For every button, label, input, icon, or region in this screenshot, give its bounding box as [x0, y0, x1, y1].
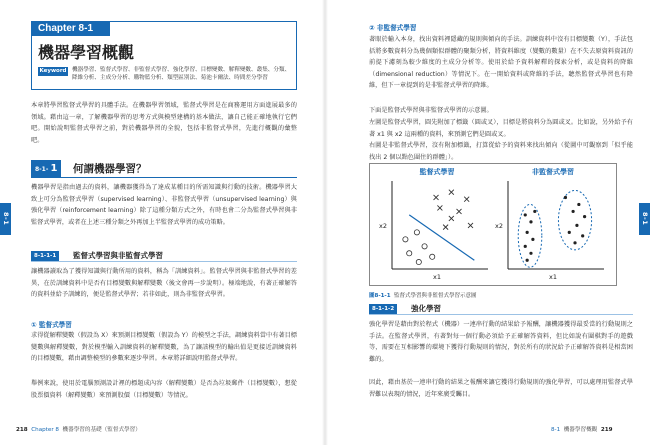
section-title: 何謂機器學習？ [73, 163, 147, 175]
figure-caption: 圖8-1-1 監督式學習與非監督式學習示意圖 [369, 293, 477, 299]
data-point [568, 231, 571, 234]
cluster-outline [558, 190, 591, 249]
data-point [572, 210, 575, 213]
panel-title: 非監督式學習 [532, 168, 574, 176]
data-point [531, 238, 534, 241]
subsection-number: 8-1-1-1 [31, 251, 59, 261]
data-point [526, 259, 529, 262]
point-body: 著眼於輸入本身，找出資料裡隱藏的規則與傾向的手法。訓練資料中沒有目標變數（Y），手法包括將多數資料分為幾個類似群體的聚類分析，將資料維度（變數的數量）在不失去原資料資訊的前提下濾刻為較少維度的主成分分析等。使用於給予資料解釋的探索分析，或是資料的降維（dimensional reduction）等情況下。在一開始資料或降維的手法，聽然監督式學習也有降維，但下一章提到的是非監督式學習的降維。 [369, 36, 633, 90]
keyword-list: 機器學習、監督式學習、非監督式學習、強化學習、目標變數、解釋變數、叢集、分類、降維分析、主成分分析、購物籃分析、類型區別法、菊池卡爾法、時間差分學習 [72, 67, 291, 82]
cross-point [464, 197, 469, 202]
chapter-side-tab-right: 8-1 [639, 203, 650, 235]
section-number: 8-1- 1 [31, 160, 61, 178]
subsection-heading [369, 303, 633, 315]
subsection-body: 強化學習是藉由對於程式（機器）一連串行動的結果給予報酬，讓機器獲得最妥當的行動規則之手法。在監督式學習，有著對每一個行動必須給予正確解答資料，但比如說有圍棋對手的遊戲等，需要在互相影響的環境下獲得行動規則的情況，對於所有的狀況給予正確解答資料是相當困難的。 [369, 321, 633, 363]
chapter-title: 機器學習概觀 [38, 43, 135, 62]
data-point [573, 241, 576, 244]
intro-paragraph: 本章將學習監督式學習的具體手法。在機器學習領域，監督式學習是在商務運用方面進展最多的領域。藉由這一章，了解機器學習的思考方式與模型建構的基本做法，讓自己能正確地執行它們吧。開始說明監督式學習之前，對於機器學習的全貌，包括非監督式學習，先進行概觀的彙整吧。 [31, 102, 297, 144]
cluster-outline [518, 204, 542, 267]
circle-point [422, 244, 427, 249]
y-axis-label: x2 [495, 222, 503, 230]
figure-intro: 下面是監督式學習與非監督式學習的示意圖。 [369, 107, 493, 114]
data-point [524, 245, 527, 248]
cross-point [443, 225, 448, 230]
point-body: 求得從解釋變數（假設為 X）來預測目標變數（假設為 Y）的模型之手法，調練資料當中有著目標變數與解釋變數，對於模型輸入訓練資料的解釋變數，為了讓該模型的輸出值是更接近訓練資料的目標變數，藉由調整模型的參數來逐步學習。本章將詳細說明監督式學習。 [31, 332, 297, 363]
keyword-tag: Keyword [39, 68, 67, 74]
cross-point [468, 223, 473, 228]
data-point [583, 215, 586, 218]
page-footer-left: 218 Chapter 8 機器學習的基礎（監督式學習） [16, 427, 141, 433]
circle-point [407, 251, 412, 256]
chapter-side-tab-left: 8-1 [0, 203, 11, 235]
subsection-underline [369, 314, 633, 315]
section-underline [31, 177, 297, 178]
subsection-heading [31, 250, 297, 262]
point-heading: ② 非監督式學習 [369, 24, 417, 32]
subsection-title: 強化學習 [411, 304, 441, 313]
figure-panel [369, 163, 617, 286]
section-body: 機器學習是指由過去的資料，讓機器獲得為了達成某種目的所需知識與行動的技術。機器學習大致上可分為監督式學習（supervised learning）、非監督式學習（unsupervised learning）與強化學習（reinforcement learning）除了這種分類方式之外，有時也會二分為監督式學習與非監督式學習，或者在上述三種分類之外再加上半監督式學習的成功策略。 [31, 184, 297, 226]
page-footer-right: 8-1 機器學習概觀 219 [551, 427, 613, 433]
subsection-number: 8-1-1-2 [369, 304, 397, 314]
cross-point [457, 209, 462, 214]
data-point [533, 210, 536, 213]
section-heading [31, 160, 297, 178]
circle-point [414, 230, 419, 235]
point-heading: ① 監督式學習 [31, 321, 72, 329]
data-point [526, 231, 529, 234]
cross-point [449, 190, 454, 195]
y-axis-label: x2 [379, 222, 387, 230]
data-point [524, 213, 527, 216]
circle-point [403, 237, 408, 242]
cross-point [437, 205, 442, 210]
point-body-2: 舉例來說，使用於電腦預測設計裡的標題成內容（解釋變數）是否為垃圾郵件（目標變數），想從股票價資料（解釋變數）來預測股價（目標變數）等情況。 [31, 380, 297, 399]
x-axis-label: x1 [433, 273, 441, 281]
decision-boundary [409, 215, 474, 260]
data-point [575, 224, 578, 227]
data-point [564, 196, 567, 199]
subsection-underline [31, 261, 297, 262]
chapter-label: Chapter 8-1 [32, 22, 110, 36]
data-point [581, 234, 584, 237]
data-point [529, 220, 532, 223]
panel-title: 監督式學習 [419, 168, 455, 176]
circle-point [430, 254, 435, 259]
figure-description: 右圖是非監督式學習，沒有附加標籤，打算從給予的資料來找出傾向（從圖中可觀察到「似乎能找出 2 個以點色圍住的群體」）。 [369, 142, 633, 161]
subsection-title: 監督式學習與非監督式學習 [73, 251, 163, 260]
chapter-header-box [31, 21, 297, 90]
data-point [577, 203, 580, 206]
circle-point [416, 259, 421, 264]
data-point [529, 252, 532, 255]
subsection-body: 讓機器讀取為了獲得知識與行動所用的資料，稱為「訓練資料」。監督式學習與非監督式學習的差異，在於訓練資料中是否有目標變數與解釋變數（後文會再一步說明）。極端地說，有著正確解答的資料並給予訓練的，便是監督式學習；若非如此，則為非監督式學習。 [31, 268, 297, 299]
x-axis-label: x1 [549, 273, 557, 281]
cross-point [434, 195, 439, 200]
figure-description: 左圖是監督式學習，圓先附加了標籤（圓或叉），目標是將資料分為圓或叉。比如說，另外給予有著 x1 與 x2 這兩種的資料，來預測它們是圓或叉。 [369, 119, 633, 138]
cross-point [449, 216, 454, 221]
subsection-body-2: 因此，藉由基於一連串行動的結果之報酬來讓它獲得行動規則的強化學習，可以處理用監督式學習難以表現的情況，近年來廣受矚目。 [369, 379, 633, 398]
scatter-figure [370, 164, 616, 285]
